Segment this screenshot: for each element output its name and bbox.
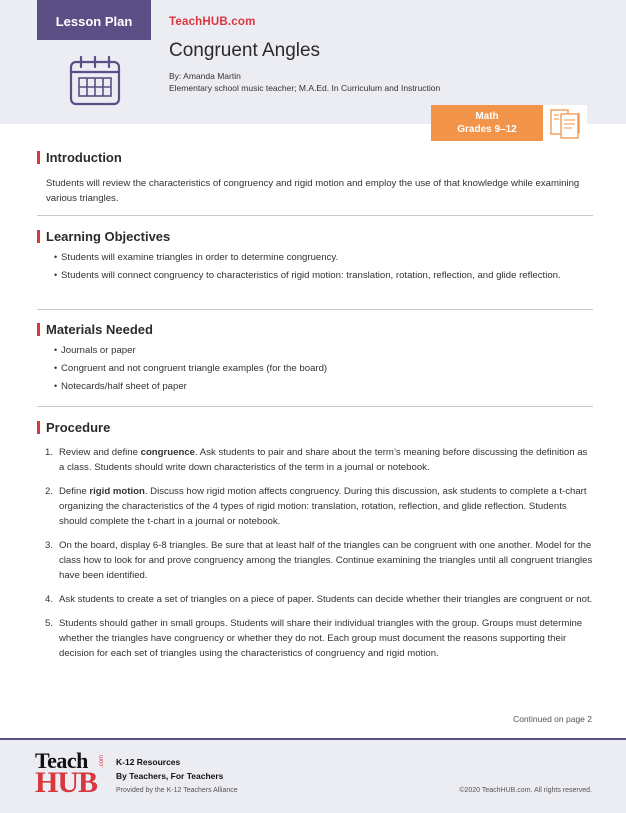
step-term: rigid motion: [89, 486, 145, 497]
step-number: 2.: [45, 486, 54, 497]
step-text: Review and define: [59, 447, 141, 458]
step-term: congruence: [140, 447, 195, 458]
continued-note: Continued on page 2: [513, 714, 592, 724]
list-item: • Notecards/half sheet of paper: [37, 379, 593, 394]
procedure-step: [37, 484, 593, 529]
step-text: Students should gather in small groups. Students will share their individual triangles with the group. Groups must determine whether the triangles have congruency or whether they do not. Each group must document the reasons supporting their decision for each set of triangles using the characteristics of congruency and rigid motion.: [59, 618, 583, 659]
logo-com: .com: [99, 754, 105, 768]
procedure-step: [37, 445, 593, 475]
footer-resources: K-12 Resources: [116, 757, 181, 767]
logo-hub: HUB: [35, 766, 98, 799]
subject-label: Math: [475, 111, 499, 122]
procedure-list: [37, 445, 593, 661]
list-item: • Students will connect congruency to characteristics of rigid motion: translation, rotation, reflection, and glide reflection.: [37, 268, 593, 283]
worksheet-icon: [543, 105, 587, 141]
divider: [37, 406, 593, 407]
objectives-heading: Learning Objectives: [37, 230, 593, 243]
list-item: • Students will examine triangles in order to determine congruency.: [37, 250, 593, 265]
step-text: Ask students to create a set of triangles on a piece of paper. Students can decide whether their triangles are congruent or not.: [59, 594, 593, 605]
author-role: Elementary school music teacher; M.A.Ed. In Curriculum and Instruction: [169, 83, 441, 93]
list-item: • Journals or paper: [37, 343, 593, 358]
list-item: • Congruent and not congruent triangle examples (for the board): [37, 361, 593, 376]
step-text: Define: [59, 486, 90, 497]
page-title: Congruent Angles: [169, 40, 321, 61]
lesson-plan-tab: Lesson Plan: [37, 0, 151, 40]
step-text: . Discuss how rigid motion affects congruency. During this discussion, ask students to complete a t-chart organizing the characteristics of the 4 types of rigid motion: translation, rotation, reflection, and glide reflection. Students should complete the t-chart in a journal or notebook.: [59, 486, 587, 527]
materials-heading: Materials Needed: [37, 323, 593, 336]
materials-list: [37, 343, 593, 394]
footer-tagline: By Teachers, For Teachers: [116, 771, 224, 781]
procedure-section: [37, 421, 593, 661]
subject-badge: [431, 105, 543, 141]
footer-provided-by: Provided by the K-12 Teachers Alliance: [116, 787, 238, 794]
subject-icon-box: [543, 105, 587, 141]
step-text: On the board, display 6-8 triangles. Be sure that at least half of the triangles can be congruent with one another. Model for the class how to look for and prove congruency among the triangles. Continue examining the triangles until all congruent triangles have been identified.: [59, 540, 593, 581]
brand-name[interactable]: TeachHUB.com: [169, 16, 256, 28]
materials-section: [37, 323, 593, 394]
step-text: . Ask students to pair and share about the term’s meaning before discussing the definition as a class. Students should write down characteristics of the term in a journal or notebook.: [59, 447, 588, 473]
objectives-list: [37, 250, 593, 283]
grades-label: Grades 9–12: [457, 124, 517, 135]
introduction-section: [37, 151, 593, 206]
author-name: By: Amanda Martin: [169, 71, 241, 81]
introduction-text: Students will review the characteristics of congruency and rigid motion and employ the use of that knowledge while examining various triangles.: [46, 178, 580, 204]
divider: [37, 309, 593, 310]
step-number: 3.: [45, 540, 54, 551]
logo-teach: Teach: [35, 748, 88, 773]
step-number: 4.: [45, 594, 54, 605]
step-number: 5.: [45, 618, 54, 629]
divider: [37, 215, 593, 216]
step-number: 1.: [45, 447, 54, 458]
procedure-step: [37, 592, 593, 607]
author-block: [169, 70, 440, 94]
calendar-icon: [69, 56, 121, 106]
teachhub-logo[interactable]: [35, 748, 107, 798]
objectives-section: [37, 230, 593, 283]
procedure-step: [37, 538, 593, 583]
footer-copyright: ©2020 TeachHUB.com. All rights reserved.: [459, 787, 592, 794]
procedure-step: [37, 616, 593, 661]
introduction-heading: Introduction: [37, 151, 593, 164]
procedure-heading: Procedure: [37, 421, 593, 434]
